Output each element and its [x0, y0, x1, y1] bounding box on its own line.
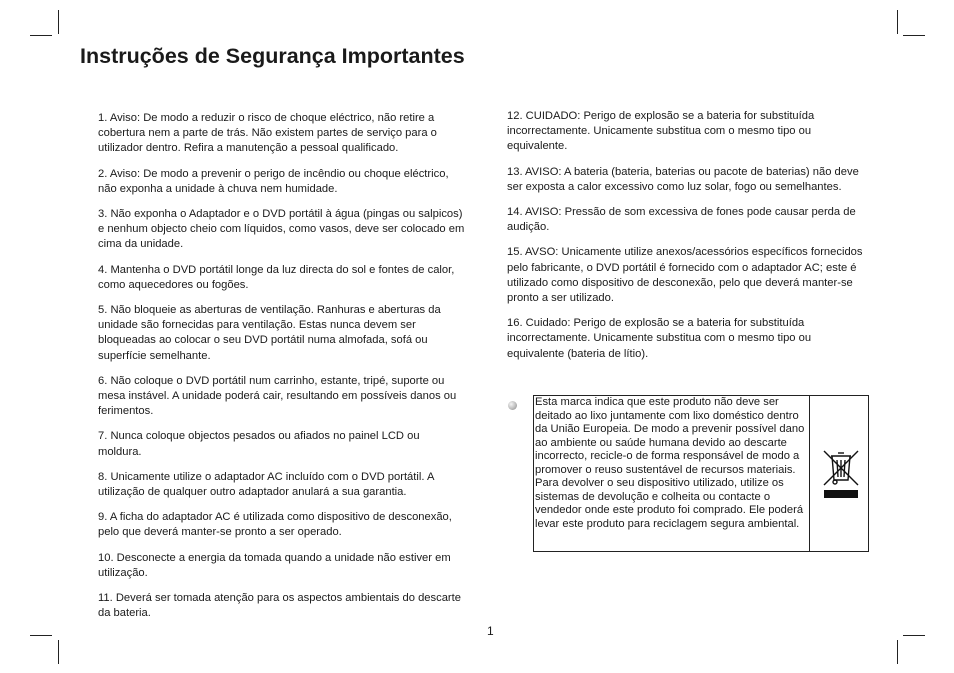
crop-mark-top-right-vertical	[897, 10, 898, 34]
instruction-item-10: 10. Desconecte a energia da tomada quando a unidade não estiver em utilização.	[98, 551, 451, 579]
crop-mark-bottom-right-vertical	[897, 640, 898, 664]
instruction-item-14: 14. AVISO: Pressão de som excessiva de fones pode causar perda de audição.	[507, 206, 856, 234]
crop-mark-top-left-vertical	[58, 10, 59, 34]
instruction-item-11: 11. Deverá ser tomada atenção para os aspectos ambientais do descarte da bateria.	[98, 592, 461, 620]
instruction-item-3: 3. Não exponha o Adaptador e o DVD portátil à água (pingas ou salpicos) e nenhum objecto cheio com líquidos, como vasos, deve ser colocado em cima da unidade.	[98, 208, 465, 251]
instruction-item-6: 6. Não coloque o DVD portátil num carrinho, estante, tripé, suporte ou mesa instável. A unidade poderá cair, resultando em possíveis danos ou ferimentos.	[98, 374, 457, 418]
instruction-item-2: 2. Aviso: De modo a prevenir o perigo de incêndio ou choque eléctrico, não exponha a unidade à chuva nem humidade.	[98, 167, 449, 195]
weee-notice-box	[533, 395, 869, 552]
instruction-item-4: 4. Mantenha o DVD portátil longe da luz directa do sol e fontes de calor, como aquecedores ou fogões.	[98, 263, 455, 291]
weee-notice-text: Esta marca indica que este produto não deve ser deitado ao lixo juntamente com lixo doméstico dentro da União Europeia. De modo a prevenir possível dano ao ambiente ou saúde humana devido ao descarte incorrecto, recicle-o de forma responsável de modo a promover o reuso sustentável de recursos materiais. Para devolver o seu dispositivo utilizado, utilize os sistemas de devolução e colheita ou contacte o vendedor onde este produto foi comprado. Ele poderá levar este produto para reciclagem segura ambiental.	[534, 396, 810, 551]
crop-mark-bottom-right-horizontal	[903, 635, 925, 636]
crossed-out-wheelie-bin-icon	[822, 450, 860, 505]
crop-mark-bottom-left-horizontal	[30, 635, 52, 636]
page-number: 1	[487, 624, 494, 638]
instruction-item-8: 8. Unicamente utilize o adaptador AC incluído com o DVD portátil. A utilização de qualquer outro adaptador anulará a sua garantia.	[98, 470, 434, 499]
instruction-item-12: 12. CUIDADO: Perigo de explosão se a bateria for substituída incorrectamente. Unicamente substitua com o mesmo tipo ou equivalente.	[507, 110, 815, 153]
bullet-icon	[508, 401, 517, 410]
instruction-item-13: 13. AVISO: A bateria (bateria, baterias ou pacote de baterias) não deve ser exposta a calor excessivo como luz solar, fogo ou semelhantes.	[507, 165, 859, 193]
page-title: Instruções de Segurança Importantes	[80, 44, 465, 68]
instruction-item-15: 15. AVSO: Unicamente utilize anexos/acessórios específicos fornecidos pelo fabricante, o DVD portátil é fornecido com o adaptador AC; este é utilizado como dispositivo de desconexão, pelo que deverá manter-se pronto a ser utilizado.	[507, 246, 863, 305]
instruction-item-1: 1. Aviso: De modo a reduzir o risco de choque eléctrico, não retire a cobertura nem a parte de trás. Não existem partes de serviço para o utilizador dentro. Refira a manutenção a pessoal qualificado.	[98, 112, 437, 155]
instruction-item-5: 5. Não bloqueie as aberturas de ventilação. Ranhuras e aberturas da unidade são fornecidas para ventilação. Estas nunca devem ser bloqueadas ao colocar o seu DVD portátil numa almofada, sofá ou superfície semelhante.	[98, 304, 441, 362]
instruction-item-16: 16. Cuidado: Perigo de explosão se a bateria for substituída incorrectamente. Unicamente substitua com o mesmo tipo ou equivalente (bateria de lítio).	[507, 317, 812, 360]
crop-mark-top-left-horizontal	[30, 35, 52, 36]
right-column-instructions	[507, 109, 869, 372]
instruction-item-9: 9. A ficha do adaptador AC é utilizada como dispositivo de desconexão, pelo que deverá manter-se pronto a ser operado.	[98, 511, 452, 539]
crop-mark-top-right-horizontal	[903, 35, 925, 36]
instruction-item-7: 7. Nunca coloque objectos pesados ou afiados no painel LCD ou moldura.	[98, 430, 420, 458]
crop-mark-bottom-left-vertical	[58, 640, 59, 664]
left-column-instructions	[98, 111, 466, 631]
